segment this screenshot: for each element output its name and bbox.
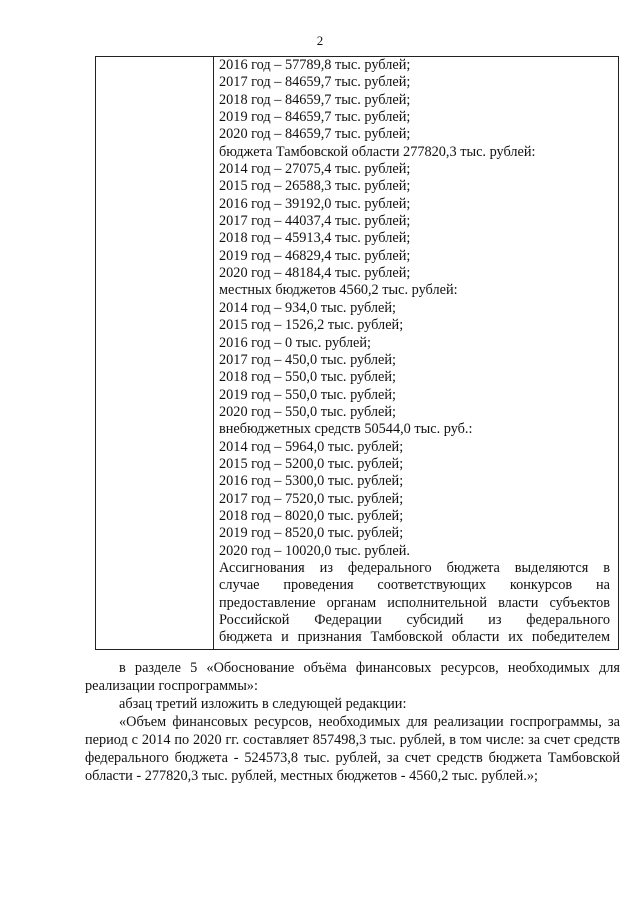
funding-line: внебюджетных средств 50544,0 тыс. руб.: [219, 421, 473, 438]
funding-line: 2018 год – 45913,4 тыс. рублей; [219, 230, 411, 247]
note-line: случае проведения соответствующих конкурсов на [219, 577, 610, 594]
funding-line: 2016 год – 0 тыс. рублей; [219, 334, 371, 351]
funding-line: 2016 год – 5300,0 тыс. рублей; [219, 473, 404, 490]
funding-line: местных бюджетов 4560,2 тыс. рублей: [219, 282, 458, 299]
table-right-cell [214, 57, 618, 649]
note-line: бюджета и признания Тамбовской области их победителем [219, 629, 610, 646]
funding-line: 2020 год – 48184,4 тыс. рублей; [219, 265, 411, 282]
table-left-cell [96, 57, 214, 649]
funding-line: 2017 год – 84659,7 тыс. рублей; [219, 74, 411, 91]
funding-table [95, 56, 619, 650]
funding-line: 2016 год – 39192,0 тыс. рублей; [219, 195, 411, 212]
note-line: Российской Федерации субсидий из федерального [219, 612, 610, 628]
funding-line: 2014 год – 5964,0 тыс. рублей; [219, 438, 404, 455]
funding-line: 2014 год – 27075,4 тыс. рублей; [219, 161, 411, 178]
funding-line: 2018 год – 84659,7 тыс. рублей; [219, 91, 411, 108]
funding-line: 2015 год – 5200,0 тыс. рублей; [219, 455, 404, 472]
funding-line: 2016 год – 57789,8 тыс. рублей; [219, 57, 411, 73]
section5-paragraph: в разделе 5 «Обоснование объёма финансовых ресурсов, необходимых для реализации госпрограммы»: [85, 660, 620, 694]
page-number: 2 [316, 33, 324, 48]
funding-line: 2017 год – 450,0 тыс. рублей; [219, 351, 397, 368]
funding-line: 2020 год – 10020,0 тыс. рублей. [219, 542, 410, 559]
funding-line: бюджета Тамбовской области 277820,3 тыс. рублей: [219, 143, 536, 160]
funding-line: 2020 год – 84659,7 тыс. рублей; [219, 126, 411, 143]
funding-line: 2015 год – 1526,2 тыс. рублей; [219, 317, 404, 334]
instruction-paragraph: абзац третий изложить в следующей редакции: [119, 696, 407, 712]
appropriations-note [219, 560, 610, 647]
new-text-paragraph: «Объем финансовых ресурсов, необходимых для реализации госпрограммы, за период с 2014 по 2020 гг. составляет 857498,3 тыс. рублей, в том числе: за счет средств федерального бюджета - 524573,8 тыс. рублей, за счет средств бюджета Тамбовской области - 277820,3 тыс. рублей, местных бюджетов - 4560,2 тыс. рублей.»; [85, 714, 620, 784]
funding-line: 2014 год – 934,0 тыс. рублей; [219, 299, 397, 316]
funding-lines [219, 57, 610, 560]
funding-line: 2019 год – 84659,7 тыс. рублей; [219, 109, 411, 126]
funding-line: 2020 год – 550,0 тыс. рублей; [219, 403, 397, 420]
note-line: предоставление органам исполнительной власти субъектов [219, 594, 610, 611]
amendment-text [85, 659, 620, 785]
funding-line: 2017 год – 7520,0 тыс. рублей; [219, 490, 404, 507]
funding-line: 2018 год – 550,0 тыс. рублей; [219, 369, 397, 386]
funding-line: 2019 год – 8520,0 тыс. рублей; [219, 525, 404, 542]
funding-line: 2017 год – 44037,4 тыс. рублей; [219, 213, 411, 230]
funding-line: 2019 год – 550,0 тыс. рублей; [219, 386, 397, 403]
funding-line: 2015 год – 26588,3 тыс. рублей; [219, 178, 411, 195]
funding-line: 2019 год – 46829,4 тыс. рублей; [219, 247, 411, 264]
funding-line: 2018 год – 8020,0 тыс. рублей; [219, 507, 404, 524]
note-line: Ассигнования из федерального бюджета выделяются в [219, 559, 610, 576]
